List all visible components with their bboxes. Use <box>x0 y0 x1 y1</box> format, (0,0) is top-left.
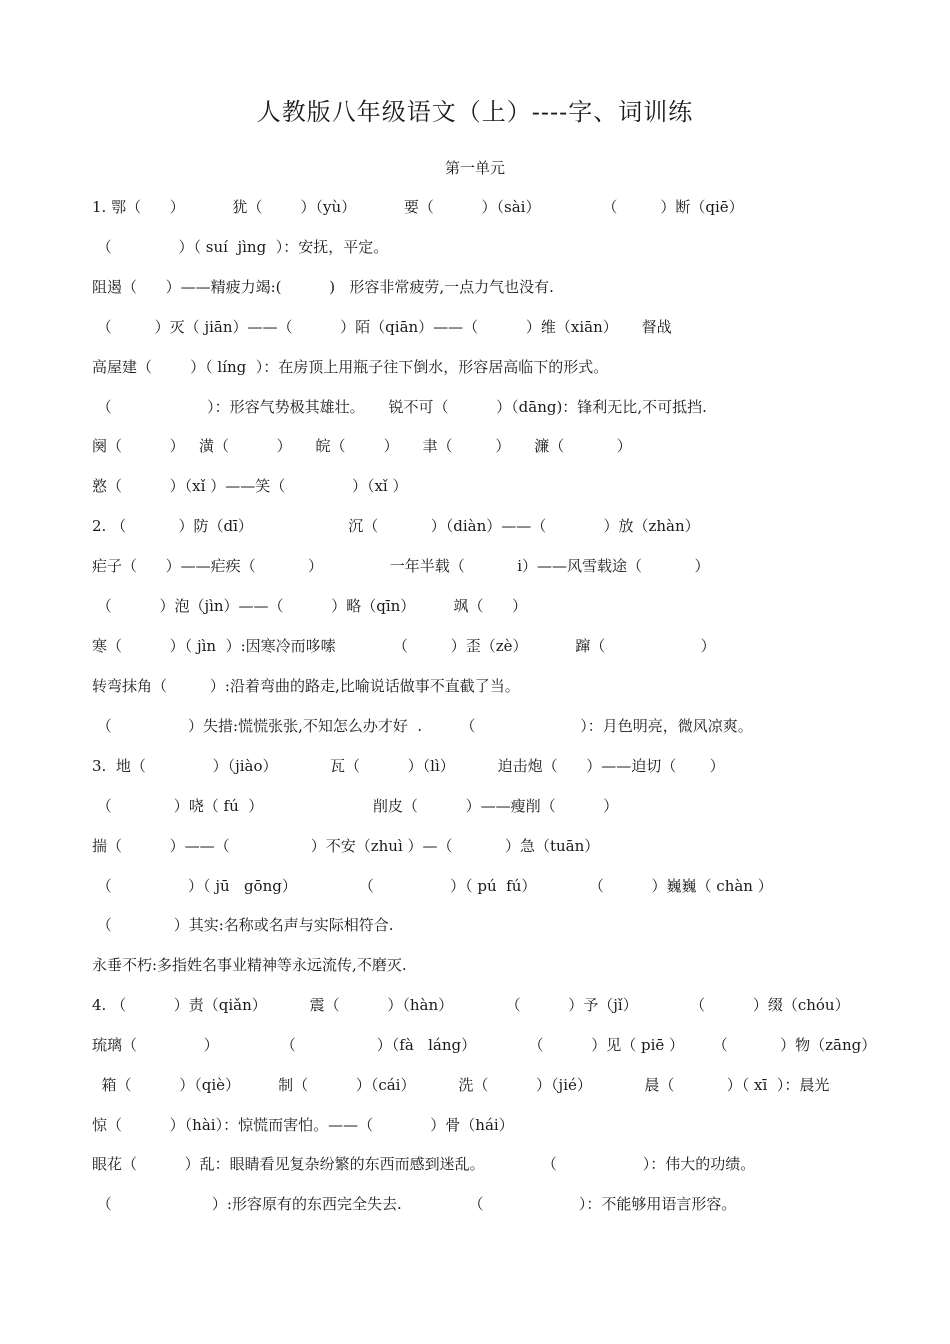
exercise-line: 箱（ ）（qiè） 制（ ）（cái） 洗（ ）（jié） 晨（ ）（ xī ）：晨光 <box>92 1076 830 1094</box>
exercise-line: 疟子（ ）——疟疾（ ） 一年半载（ i）——风雪载途（ ） <box>92 557 710 575</box>
exercise-line: （ ）（ jū gōng） （ ）（ pú fú） （ ）巍巍（ chàn ） <box>92 877 773 895</box>
exercise-line: 2. （ ）防（dī） 沉（ ）（diàn）——（ ）放（zhàn） <box>92 517 700 535</box>
exercise-line: （ ）灭（ jiān）——（ ）陌（qiān）——（ ）维（xiān） 督战 <box>92 318 672 336</box>
exercise-line: 1. 鄂（ ） 犹（ ）（yù） 要（ ）（sài） （ ）断（qiē） <box>92 198 744 216</box>
exercise-line: 揣（ ）——（ ）不安（zhuì ）—（ ）急（tuān） <box>92 837 600 855</box>
exercise-line: （ ）哓（ fú ） 削皮（ ）——瘦削（ ） <box>92 797 619 815</box>
exercise-line: （ ）：形容气势极其雄壮。 锐不可（ ）（dāng)：锋利无比,不可抵挡. <box>92 398 707 416</box>
exercise-line: 转弯抹角（ ）:沿着弯曲的路走,比喻说话做事不直截了当。 <box>92 677 520 695</box>
unit-heading: 第一单元 <box>444 159 505 177</box>
exercise-line: 阻遏（ ）——精疲力竭:( ) 形容非常疲劳,一点力气也没有. <box>92 278 554 296</box>
exercise-line: （ ）其实:名称或名声与实际相符合. <box>92 916 394 934</box>
exercise-line: （ ）（ suí jìng ）：安抚，平定。 <box>92 238 389 256</box>
exercise-line: 4. （ ）责（qiǎn） 震（ ）（hàn） （ ）予（jǐ） （ ）缀（chóu） <box>92 996 850 1014</box>
exercise-line: 3. 地（ ）（jiào） 瓦（ ）（lì） 迫击炮（ ）——迫切（ ） <box>92 757 725 775</box>
exercise-line: 高屋建（ ）（ líng ）：在房顶上用瓶子往下倒水，形容居高临下的形式。 <box>92 358 609 376</box>
exercise-line: 阕（ ） 潢（ ） 皖（ ） 聿（ ） 濂（ ） <box>92 437 632 455</box>
page-title: 人教版八年级语文（上）----字、词训练 <box>256 98 694 126</box>
exercise-line: 寒（ ）（ jìn ）:因寒冷而哆嗦 （ ）歪（zè） 蹿（ ） <box>92 637 716 655</box>
exercise-line: 憝（ ）（xǐ ）——笑（ ）（xǐ ） <box>92 477 408 495</box>
exercise-line: （ ）泡（jìn）——（ ）略（qīn） 飒（ ） <box>92 597 528 615</box>
exercise-line: 琉璃（ ） （ ）（fà láng） （ ）见（ piē ） （ ）物（zāng） <box>92 1036 877 1054</box>
exercise-line: （ ）:形容原有的东西完全失去. （ ）：不能够用语言形容。 <box>92 1195 737 1213</box>
exercise-line: （ ）失措:慌慌张张,不知怎么办才好 . （ ）：月色明亮，微风凉爽。 <box>92 717 753 735</box>
exercise-line: 眼花（ ）乱：眼睛看见复杂纷繁的东西而感到迷乱。 （ ）：伟大的功绩。 <box>92 1155 756 1173</box>
exercise-line: 永垂不朽:多指姓名事业精神等永远流传,不磨灭. <box>92 956 407 974</box>
exercise-line: 惊（ ）（hài）：惊慌而害怕。——（ ）骨（hái） <box>92 1116 514 1134</box>
